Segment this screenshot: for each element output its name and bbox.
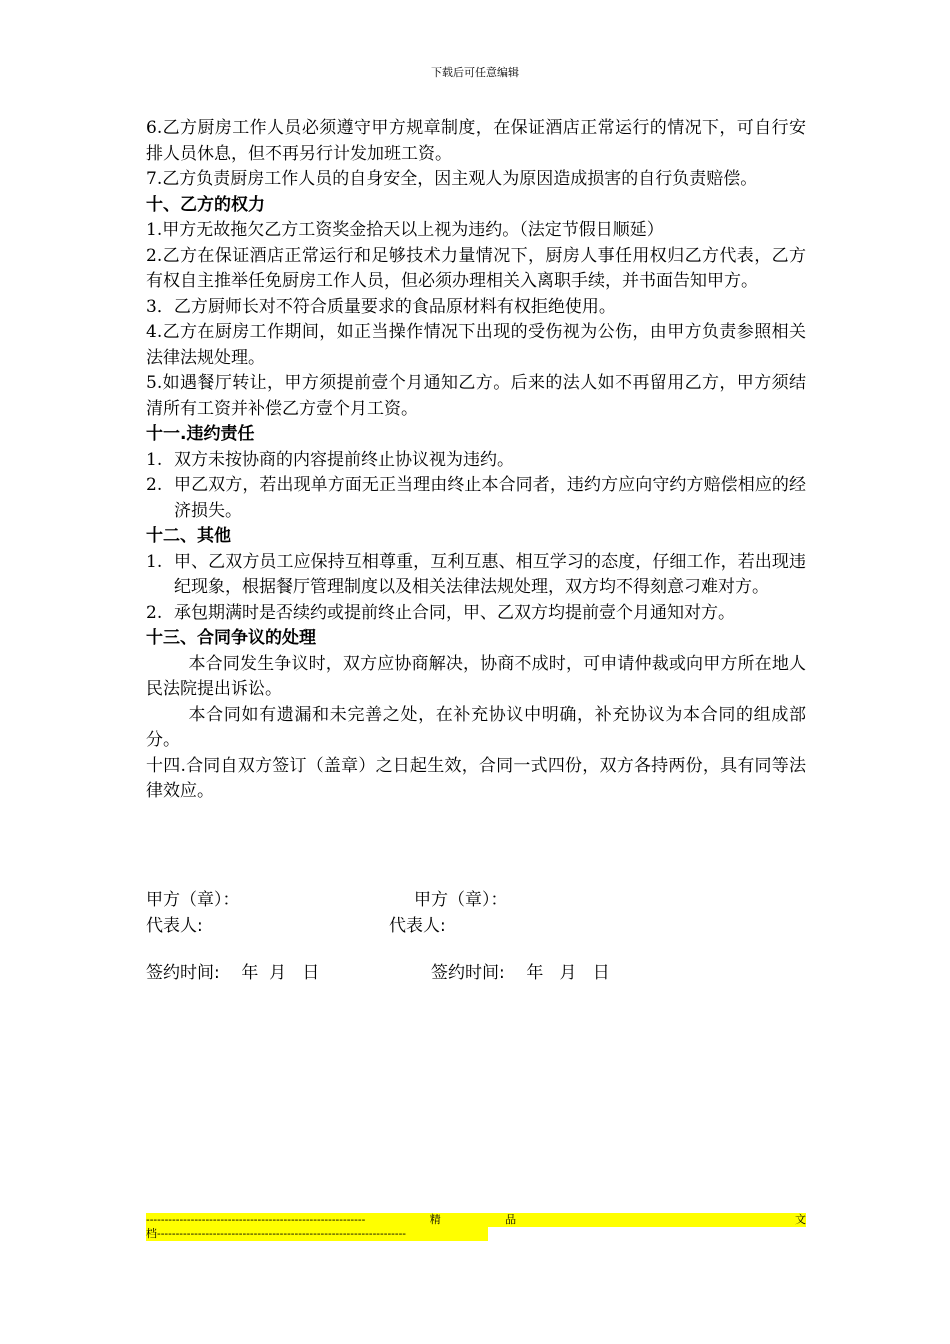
section-12-item-1 — [146, 550, 806, 601]
party-row — [146, 888, 806, 914]
list-number: 2. — [146, 602, 163, 623]
header-note: 下载后可任意编辑 — [431, 66, 519, 79]
section-13-paragraph-2: 本合同如有遗漏和未完善之处，在补充协议中明确，补充协议为本合同的组成部分。 — [146, 704, 806, 750]
footer-gap — [581, 1213, 731, 1227]
signature-block — [146, 888, 806, 987]
footer-dashes: ----------------------------------------------------------- — [146, 1213, 366, 1226]
representative-right: 代表人: — [389, 915, 446, 936]
section-10-item-4: 4.乙方在厨房工作期间，如正当操作情况下出现的受伤视为公伤，由甲方负责参照相关法律法规处理。 — [146, 322, 806, 368]
list-text: 双方未按协商的内容提前终止协议视为违约。 — [174, 449, 514, 470]
section-13-paragraph-1: 本合同发生争议时，双方应协商解决，协商不成时，可申请仲裁或向甲方所在地人民法院提出诉讼。 — [146, 653, 806, 699]
sign-date-left: 签约时间: 年 月 日 — [146, 963, 320, 983]
sign-date-right: 签约时间: 年 月 日 — [431, 963, 610, 983]
footer-line-1 — [146, 1213, 806, 1227]
spacer — [146, 939, 806, 961]
date-row — [146, 961, 806, 987]
section-11-item-2 — [146, 473, 806, 524]
representative-left: 代表人: — [146, 915, 203, 936]
section-10-item-3: 3．乙方厨师长对不符合质量要求的食品原材料有权拒绝使用。 — [146, 296, 616, 317]
list-number: 1. — [146, 449, 163, 470]
list-number: 1. — [146, 551, 163, 572]
section-10-item-1: 1.甲方无故拖欠乙方工资奖金拾天以上视为违约。（法定节假日顺延） — [146, 220, 664, 240]
section-14-text: 十四.合同自双方签订（盖章）之日起生效，合同一式四份，双方各持两份，具有同等法律效应。 — [146, 755, 806, 801]
clause-6: 6.乙方厨房工作人员必须遵守甲方规章制度，在保证酒店正常运行的情况下，可自行安排人员休息，但不再另行计发加班工资。 — [146, 118, 806, 164]
section-10-title: 十、乙方的权力 — [146, 194, 265, 215]
clause-7: 7.乙方负责厨房工作人员的自身安全，因主观人为原因造成损害的自行负责赔偿。 — [146, 169, 758, 189]
list-text: 甲、乙双方员工应保持互相尊重，互利互惠、相互学习的态度，仔细工作，若出现违纪现象，根据餐厅管理制度以及相关法律法规处理，双方均不得刻意刁难对方。 — [174, 551, 806, 597]
footer-char-2: 品 — [505, 1213, 517, 1226]
section-12-item-2 — [146, 601, 806, 627]
party-a-left: 甲方（章）： — [146, 890, 240, 910]
representative-row — [146, 914, 806, 940]
footer-banner — [146, 1213, 806, 1245]
list-text: 甲乙双方，若出现单方面无正当理由终止本合同者，违约方应向守约方赔偿相应的经济损失。 — [174, 475, 806, 521]
footer-char-3: 文 — [794, 1213, 806, 1226]
section-11-item-1 — [146, 448, 806, 474]
section-11-title: 十一.违约责任 — [146, 424, 255, 444]
section-13-title: 十三、合同争议的处理 — [146, 628, 316, 648]
section-10-item-5: 5.如遇餐厅转让，甲方须提前壹个月通知乙方。后来的法人如不再留用乙方，甲方须结清所有工资并补偿乙方壹个月工资。 — [146, 373, 806, 419]
document-body — [146, 116, 806, 805]
footer-char-1: 精 — [429, 1213, 441, 1226]
section-10-item-2: 2.乙方在保证酒店正常运行和足够技术力量情况下，厨房人事任用权归乙方代表，乙方有权自主推举任免厨房工作人员，但必须办理相关入离职手续，并书面告知甲方。 — [146, 245, 806, 291]
list-text: 承包期满时是否续约或提前终止合同，甲、乙双方均提前壹个月通知对方。 — [174, 602, 735, 623]
party-a-right: 甲方（章）： — [414, 890, 508, 910]
footer-line-2: 档------------------------------------------------------------------- — [146, 1227, 488, 1241]
list-number: 2. — [146, 475, 163, 495]
section-12-title: 十二、其他 — [146, 526, 231, 546]
